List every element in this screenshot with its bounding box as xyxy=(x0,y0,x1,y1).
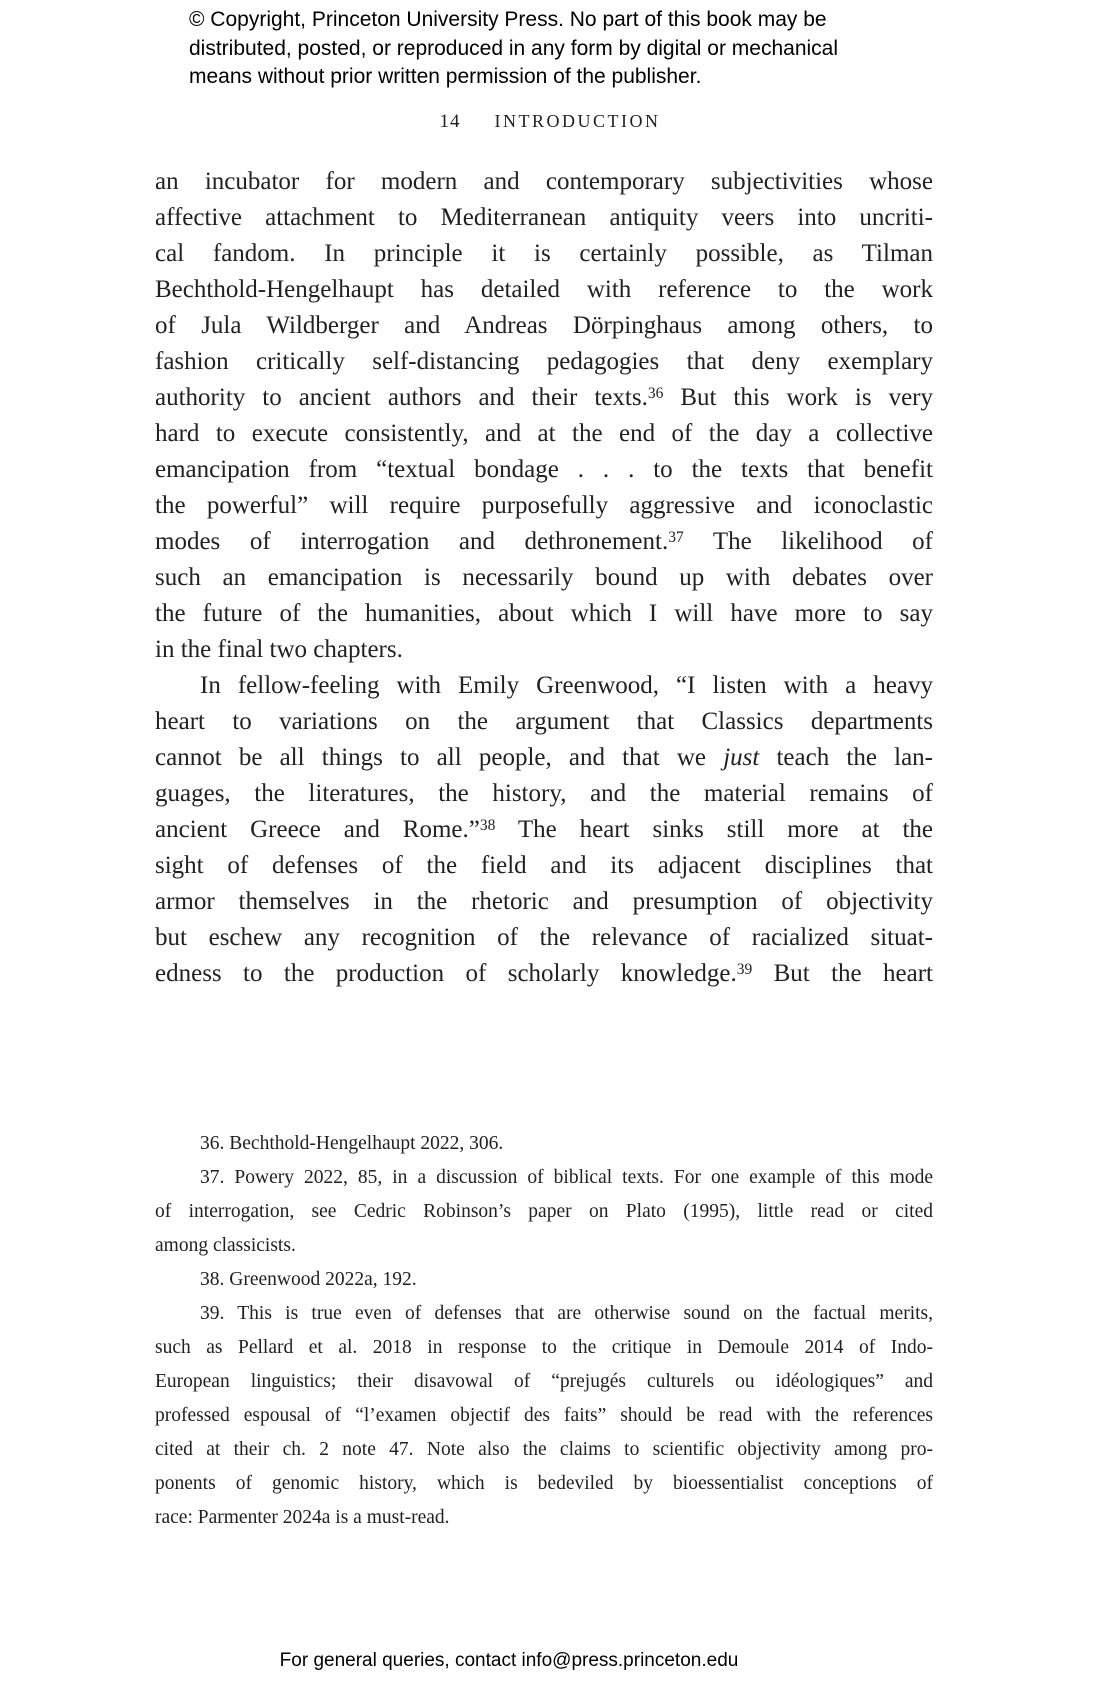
footnote-line: ponents of genomic history, which is bedeviled by bioessentialist conceptions of xyxy=(155,1473,933,1494)
body-line: ancient Greece and Rome.”$^{38}$ The heart sinks still more at the xyxy=(155,816,934,843)
page-footer xyxy=(280,1650,739,1672)
body-text xyxy=(155,164,933,992)
body-line: cannot be all things to all people, and that we just teach the lan- xyxy=(155,744,933,771)
body-line: the future of the humanities, about which I will have more to say xyxy=(155,600,933,627)
body-line: edness to the production of scholarly knowledge.$^{39}$ But the heart xyxy=(155,960,933,987)
body-line: in the final two chapters. xyxy=(155,636,403,663)
body-line: hard to execute consistently, and at the end of the day a collective xyxy=(155,420,933,447)
body-paragraph xyxy=(155,164,933,668)
footnote-line: such as Pellard et al. 2018 in response to the critique in Demoule 2014 of Indo- xyxy=(155,1337,933,1358)
footnote xyxy=(155,1297,933,1535)
body-line: authority to ancient authors and their texts.$^{36}$ But this work is very xyxy=(155,384,934,411)
body-line: sight of defenses of the field and its adjacent disciplines that xyxy=(155,852,933,879)
footnote-line: professed espousal of “l’examen objectif des faits” should be read with the references xyxy=(155,1405,933,1426)
footnote-line: 39. This is true even of defenses that are otherwise sound on the factual merits, xyxy=(200,1303,933,1324)
footnote xyxy=(155,1161,933,1263)
copyright-line: © Copyright, Princeton University Press. No part of this book may be xyxy=(189,8,827,31)
copyright-line: means without prior written permission of the publisher. xyxy=(189,65,702,88)
body-line: of Jula Wildberger and Andreas Dörpinghaus among others, to xyxy=(155,312,933,339)
body-line: Bechthold-Hengelhaupt has detailed with reference to the work xyxy=(155,276,933,303)
footnote-line: 37. Powery 2022, 85, in a discussion of biblical texts. For one example of this mode xyxy=(200,1167,933,1188)
running-head xyxy=(0,111,1100,133)
footnote-line: 38. Greenwood 2022a, 192. xyxy=(200,1269,417,1290)
page-number: 14 xyxy=(439,111,461,132)
body-line: an incubator for modern and contemporary subjectivities whose xyxy=(155,168,933,195)
footnote xyxy=(155,1127,933,1161)
body-line: the powerful” will require purposefully aggressive and iconoclastic xyxy=(155,492,933,519)
body-line: such an emancipation is necessarily bound up with debates over xyxy=(155,564,933,591)
body-line: In fellow-feeling with Emily Greenwood, “I listen with a heavy xyxy=(200,672,933,699)
footnote-line: European linguistics; their disavowal of “prejugés culturels ou idéologiques” and xyxy=(155,1371,933,1392)
footnote-line: 36. Bechthold-Hengelhaupt 2022, 306. xyxy=(200,1133,504,1154)
body-paragraph xyxy=(155,668,933,992)
body-line: emancipation from “textual bondage . . . to the texts that benefit xyxy=(155,456,933,483)
footnotes-block xyxy=(155,1127,933,1535)
body-line: cal fandom. In principle it is certainly possible, as Tilman xyxy=(155,240,933,267)
body-line: heart to variations on the argument that Classics departments xyxy=(155,708,933,735)
chapter-title: INTRODUCTION xyxy=(494,111,661,131)
body-line: armor themselves in the rhetoric and presumption of objectivity xyxy=(155,888,933,915)
body-line: affective attachment to Mediterranean antiquity veers into uncriti- xyxy=(155,204,933,231)
copyright-line: distributed, posted, or reproduced in any form by digital or mechanical xyxy=(189,36,839,60)
footnote-line: of interrogation, see Cedric Robinson’s paper on Plato (1995), little read or cited xyxy=(155,1201,933,1222)
footnote-line: race: Parmenter 2024a is a must-read. xyxy=(155,1507,450,1528)
footnote-line: among classicists. xyxy=(155,1235,296,1256)
body-line: fashion critically self-distancing pedagogies that deny exemplary xyxy=(155,348,933,375)
body-line: guages, the literatures, the history, and the material remains of xyxy=(155,780,933,807)
body-line: modes of interrogation and dethronement.$^{37}$ The likelihood of xyxy=(155,528,933,555)
footnote xyxy=(155,1263,933,1297)
footnote-line: cited at their ch. 2 note 47. Note also the claims to scientific objectivity among pro- xyxy=(155,1439,933,1460)
copyright-notice xyxy=(189,6,949,92)
body-line: but eschew any recognition of the relevance of racialized situat- xyxy=(155,924,933,951)
footer-text: For general queries, contact info@press.princeton.edu xyxy=(279,1650,739,1671)
